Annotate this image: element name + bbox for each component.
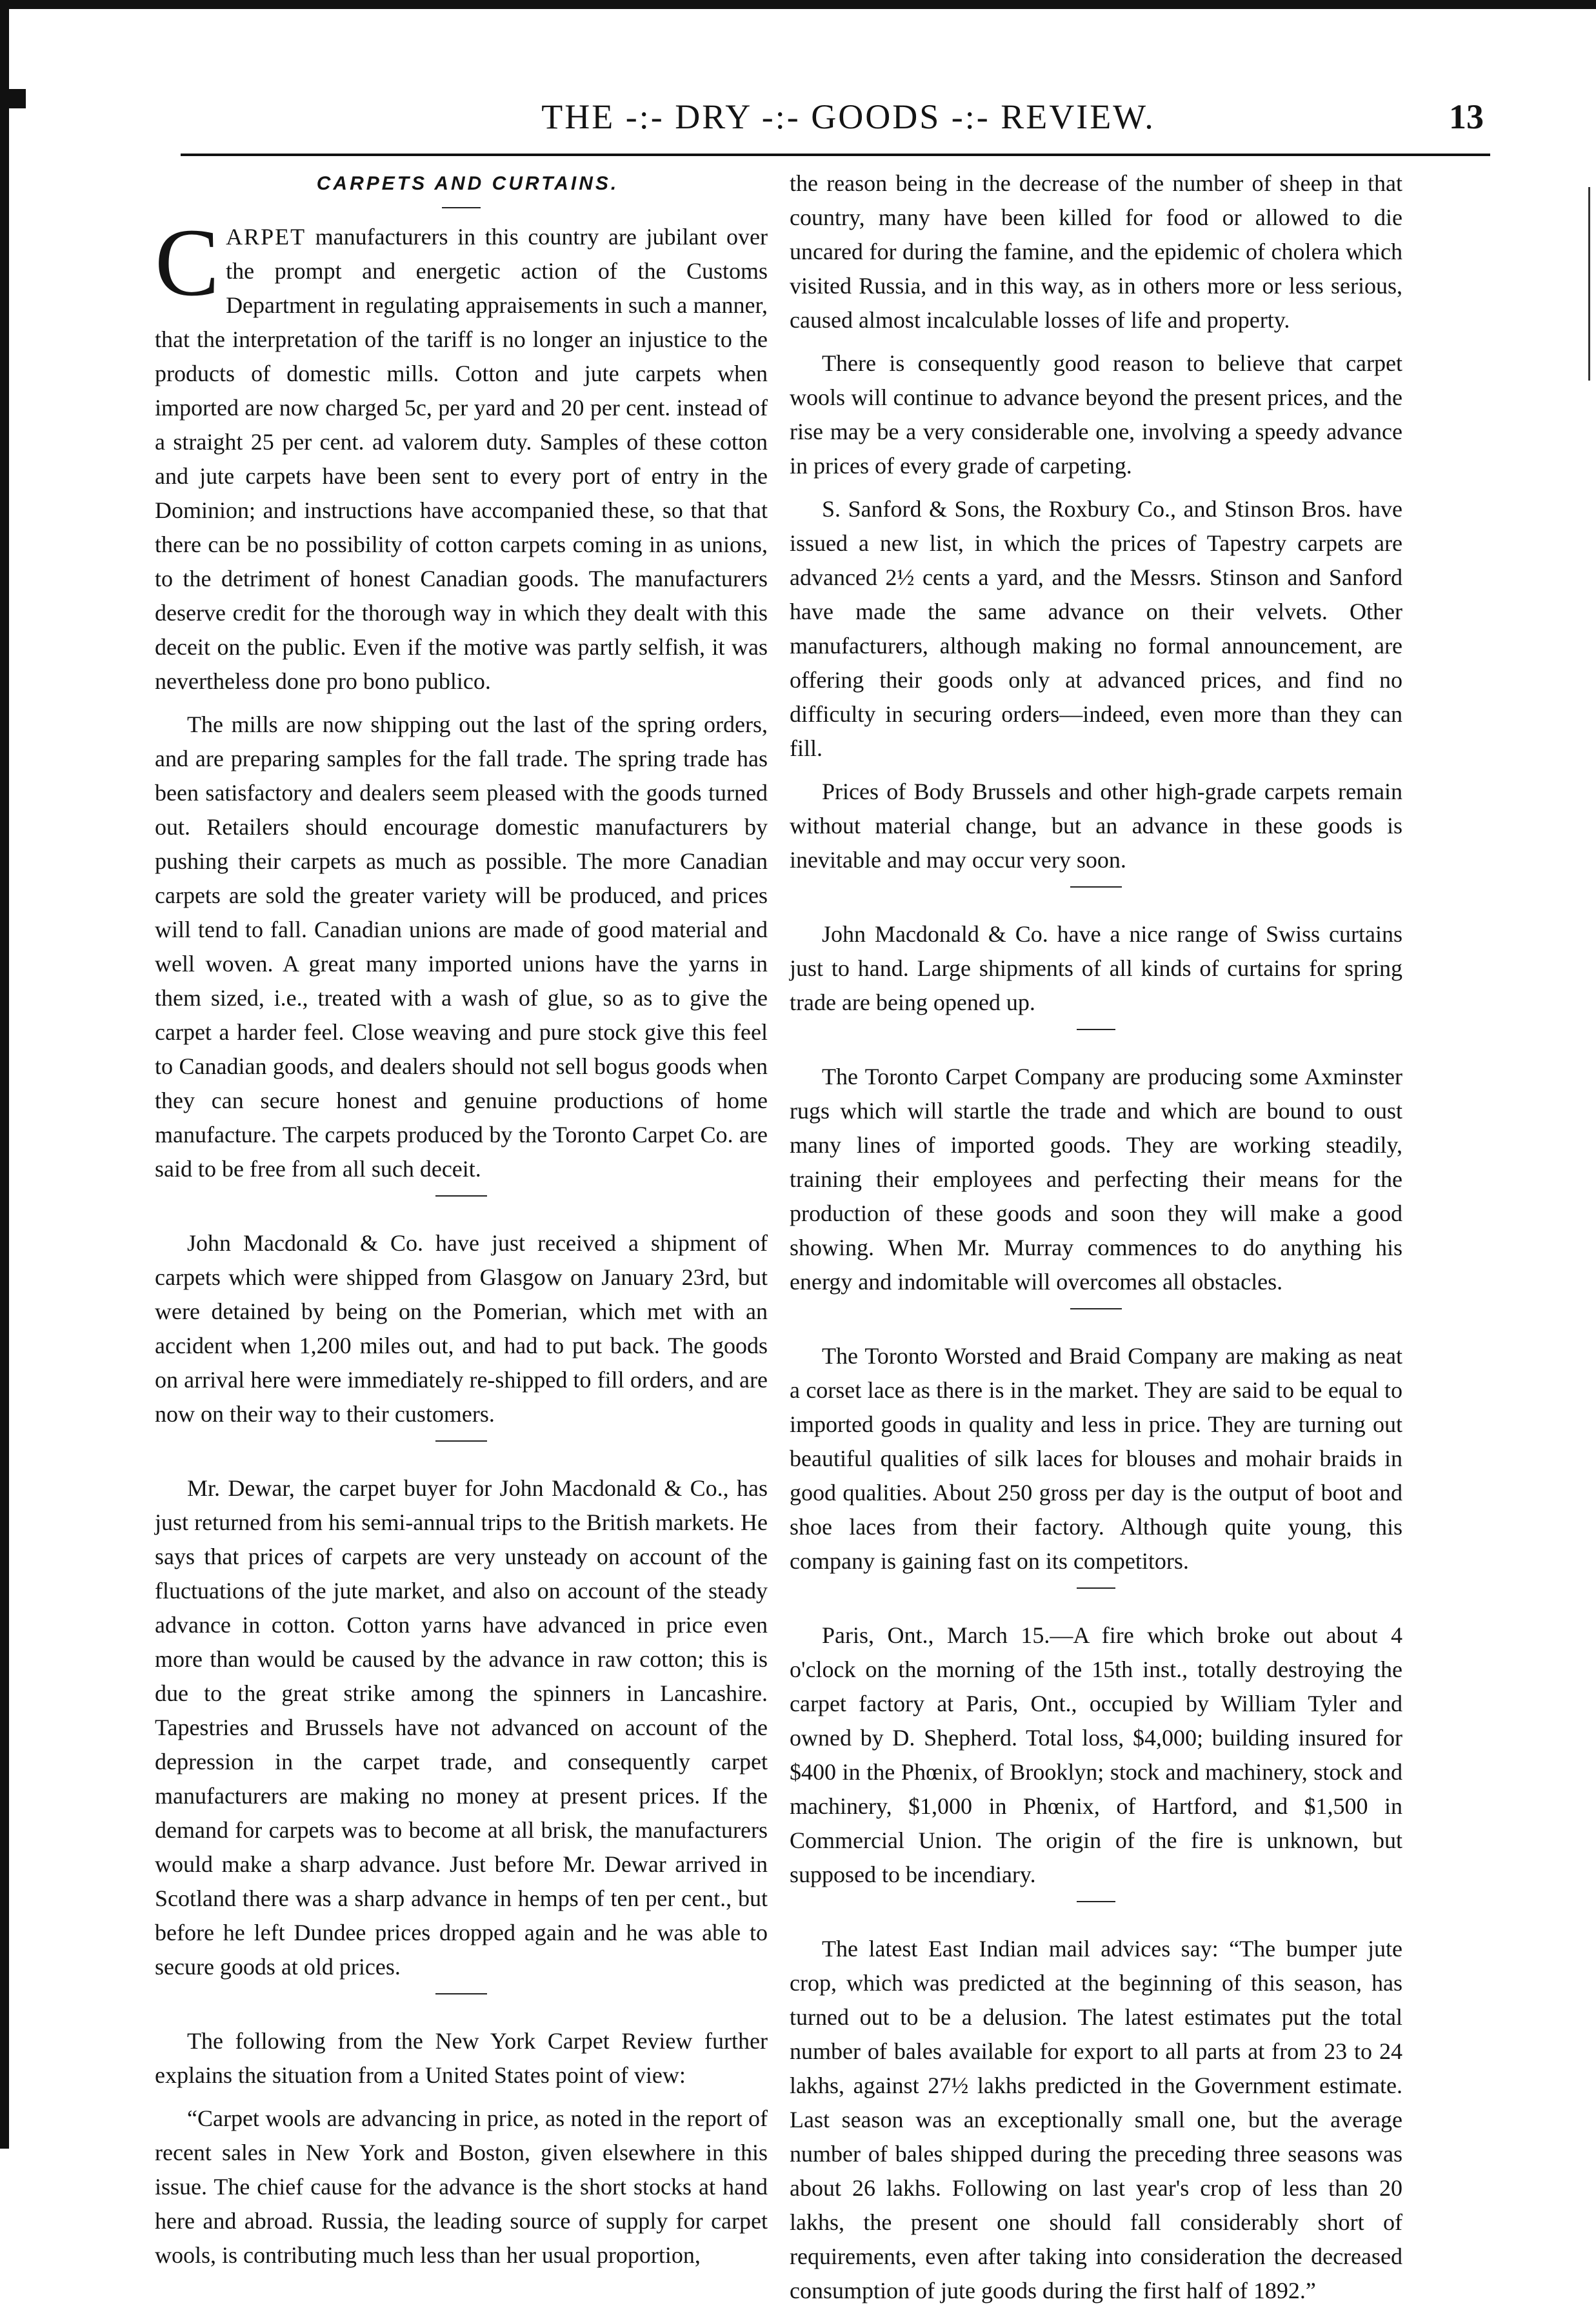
article-paragraph: The latest East Indian mail advices say: “The bumper jute crop, which was predicted at the beginning of this season, has turned out to be a delusion. The latest estimates put the total number of bales available for export to all parts at from 23 to 24 lakhs, against 27½ lakhs predicted in the Government estimate. Last season was an exceptionally small one, but the average number of bales shipped during the preceding three seasons was about 26 lakhs. Following on last year's crop of less than 20 lakhs, the present one should fall considerably short of requirements, even after taking into consideration the decreased consumption of jute goods during the first half of 1892.” <box>790 1936 1402 2303</box>
item-divider <box>435 1195 487 1197</box>
article-paragraph: The Toronto Worsted and Braid Company are making as neat a corset lace as there is in the market. They are said to be equal to imported goods in quality and less in price. They are turning out beautiful qualities of silk laces for blouses and mohair braids in good qualities. About 250 gross per day is the output of boot and shoe laces from their factory. Although quite young, this company is gaining fast on its competitors. <box>790 1343 1402 1574</box>
scan-margin-mark <box>1588 187 1590 381</box>
article-paragraph: “Carpet wools are advancing in price, as noted in the report of recent sales in New York and Boston, given elsewhere in this issue. The chief cause for the advance is the short stocks at hand here and abroad. Russia, the leading source of supply for carpet wools, is contributing much less than her usual proportion, <box>155 2105 768 2268</box>
article-paragraph: Prices of Body Brussels and other high-grade carpets remain without material change, but an advance in these goods is inevitable and may occur very soon. <box>790 779 1402 873</box>
item-divider <box>1070 1308 1122 1309</box>
item-divider <box>1077 1029 1115 1030</box>
section-heading: CARPETS AND CURTAINS. <box>316 173 619 194</box>
item-divider <box>1077 1901 1115 1902</box>
scan-tab-mark <box>0 89 26 108</box>
lead-word: ARPET <box>226 224 306 250</box>
drop-cap: C <box>155 209 220 316</box>
article-paragraph: the reason being in the decrease of the number of sheep in that country, many have been killed for food or allowed to die uncared for during the famine, and the epidemic of cholera which visited Russia, and in this way, as in others more or less serious, caused almost incalculable losses of life and property. <box>790 170 1402 333</box>
article-paragraph: John Macdonald & Co. have just received a shipment of carpets which were shipped from Glasgow on January 23rd, but were detained by being on the Pomerian, which met with an accident when 1,200 miles out, and had to put back. The goods on arrival here were immediately re-shipped to fill orders, and are now on their way to their customers. <box>155 1230 768 1427</box>
left-column <box>155 166 768 2282</box>
article-paragraph: The mills are now shipping out the last of the spring orders, and are preparing samples for the fall trade. The spring trade has been satisfactory and dealers seem pleased with the goods turned out. Retailers should encourage domestic manufacturers by pushing their carpets as much as possible. The more Canadian carpets are sold the greater variety will be produced, and prices will tend to fall. Canadian unions are made of good material and well woven. A great many imported unions have the yarns in them sized, i.e., treated with a wash of glue, so as to give the carpet a harder feel. Close weaving and pure stock give this feel to Canadian goods, and dealers should not sell bogus goods when they can secure honest and genuine productions of home manufacture. The carpets produced by the Toronto Carpet Co. are said to be free from all such deceit. <box>155 711 768 1182</box>
item-divider <box>1077 1587 1115 1589</box>
heading-divider <box>442 207 481 208</box>
publication-title: THE -:- DRY -:- GOODS -:- REVIEW. <box>541 97 1155 136</box>
article-paragraph: The Toronto Carpet Company are producing some Axminster rugs which will startle the trade and which are bound to oust many lines of imported goods. They are working steadily, training their employees and perfecting their means for the production of these goods and soon they will make a good showing. When Mr. Murray commences to do anything his energy and indomitable will overcomes all obstacles. <box>790 1064 1402 1295</box>
item-divider <box>1070 886 1122 888</box>
item-divider <box>435 1993 487 1994</box>
item-divider <box>435 1440 487 1442</box>
article-paragraph: S. Sanford & Sons, the Roxbury Co., and Stinson Bros. have issued a new list, in which the prices of Tapestry carpets are advanced 2½ cents a yard, and the Messrs. Stinson and Sanford have made the same advance on their velvets. Other manufacturers, although making no formal announcement, are offering their goods only at advanced prices, and find no difficulty in securing orders—indeed, even more than they can fill. <box>790 496 1402 761</box>
right-column <box>790 166 1402 2317</box>
article-paragraph: Mr. Dewar, the carpet buyer for John Macdonald & Co., has just returned from his semi-annual trips to the British markets. He says that prices of carpets are very unsteady on account of the fluctuations of the jute market, and also on account of the steady advance in cotton. Cotton yarns have advanced in price even more than would be caused by the advance in raw cotton; this is due to the great strike among the spinners in Lancashire. Tapestries and Brussels have not advanced on account of the depression in the carpet trade, and consequently carpet manufacturers are making no money at present prices. If the demand for carpets was to become at all brisk, the manufacturers would make a sharp advance. Just before Mr. Dewar arrived in Scotland there was a sharp advance in hemps of ten per cent., but before he left Dundee prices dropped again and he was able to secure goods at old prices. <box>155 1475 768 1980</box>
paragraph-text: manufacturers in this country are jubilant over the prompt and energetic action of the Customs Department in regulating appraisements in such a manner, that the interpretation of the tariff is no longer an injustice to the products of domestic mills. Cotton and jute carpets when imported are now charged 5c, per yard and 20 per cent. instead of a straight 25 per cent. ad valorem duty. Samples of these cotton and jute carpets have been sent to every port of entry in the Dominion; and instructions have accompanied these, so that that there can be no possibility of cotton carpets coming in as unions, to the detriment of honest Canadian goods. The manufacturers deserve credit for the thorough way in which they dealt with this deceit on the public. Even if the motive was partly selfish, it was nevertheless done pro bono publico. <box>155 224 768 694</box>
scan-border-top <box>0 0 1596 9</box>
page-number: 13 <box>1449 97 1484 136</box>
header-rule <box>181 154 1490 156</box>
article-paragraph <box>155 209 768 699</box>
page-header <box>213 97 1484 148</box>
scan-border-left <box>0 0 9 2149</box>
article-paragraph: John Macdonald & Co. have a nice range of Swiss curtains just to hand. Large shipments of all kinds of curtains for spring trade are being opened up. <box>790 921 1402 1015</box>
article-paragraph: There is consequently good reason to believe that carpet wools will continue to advance beyond the present prices, and the rise may be a very considerable one, involving a speedy advance in prices of every grade of carpeting. <box>790 350 1402 479</box>
article-paragraph: Paris, Ont., March 15.—A fire which broke out about 4 o'clock on the morning of the 15th inst., totally destroying the carpet factory at Paris, Ont., occupied by William Tyler and owned by D. Shepherd. Total loss, $4,000; building insured for $400 in the Phœnix, of Brooklyn; stock and machinery, stock and machinery, $1,000 in Phœnix, of Hartford, and $1,500 in Commercial Union. The origin of the fire is unknown, but supposed to be incendiary. <box>790 1622 1402 1887</box>
article-paragraph: The following from the New York Carpet Review further explains the situation from a United States point of view: <box>155 2028 768 2088</box>
